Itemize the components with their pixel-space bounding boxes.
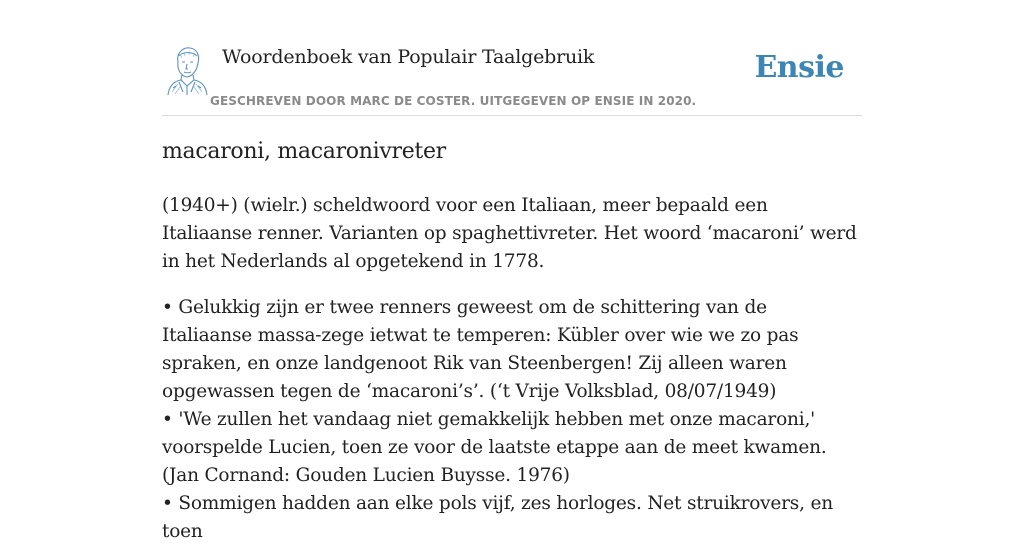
ensie-logo[interactable]: Ensie	[754, 50, 844, 85]
author-portrait-icon[interactable]	[164, 46, 210, 96]
entry-title: macaroni, macaronivreter	[162, 139, 446, 164]
byline: GESCHREVEN DOOR MARC DE COSTER. UITGEGEVEN OP ENSIE IN 2020.	[210, 94, 697, 108]
quote-item: • 'We zullen het vandaag niet gemakkelijk hebben met onze macaroni,' voorspelde Lucien, toen ze voor de laatste etappe aan de meet kwamen. (Jan Cornand: Gouden Lucien Buysse. 1976)	[162, 409, 827, 486]
header-divider	[162, 115, 862, 116]
quote-item: • Gelukkig zijn er twee renners geweest om de schittering van de Italiaanse massa-zege ietwat te temperen: Kübler over wie we zo pas spraken, en onze landgenoot Rik van Steenbergen! Zij alleen waren opgewassen tegen de ‘macaroni’s’. (‘t Vrije Volksblad, 08/07/1949)	[162, 297, 799, 402]
quote-item: • Sommigen hadden aan elke pols vijf, zes horloges. Net struikrovers, en toen	[162, 493, 833, 542]
entry-content	[162, 192, 862, 546]
entry-definition: (1940+) (wielr.) scheldwoord voor een Italiaan, meer bepaald een Italiaanse renner. Varianten op spaghettivreter. Het woord ‘macaroni’ werd in het Nederlands al opgetekend in 1778.	[162, 195, 857, 272]
site-header	[162, 40, 862, 116]
site-title[interactable]: Woordenboek van Populair Taalgebruik	[222, 46, 595, 68]
